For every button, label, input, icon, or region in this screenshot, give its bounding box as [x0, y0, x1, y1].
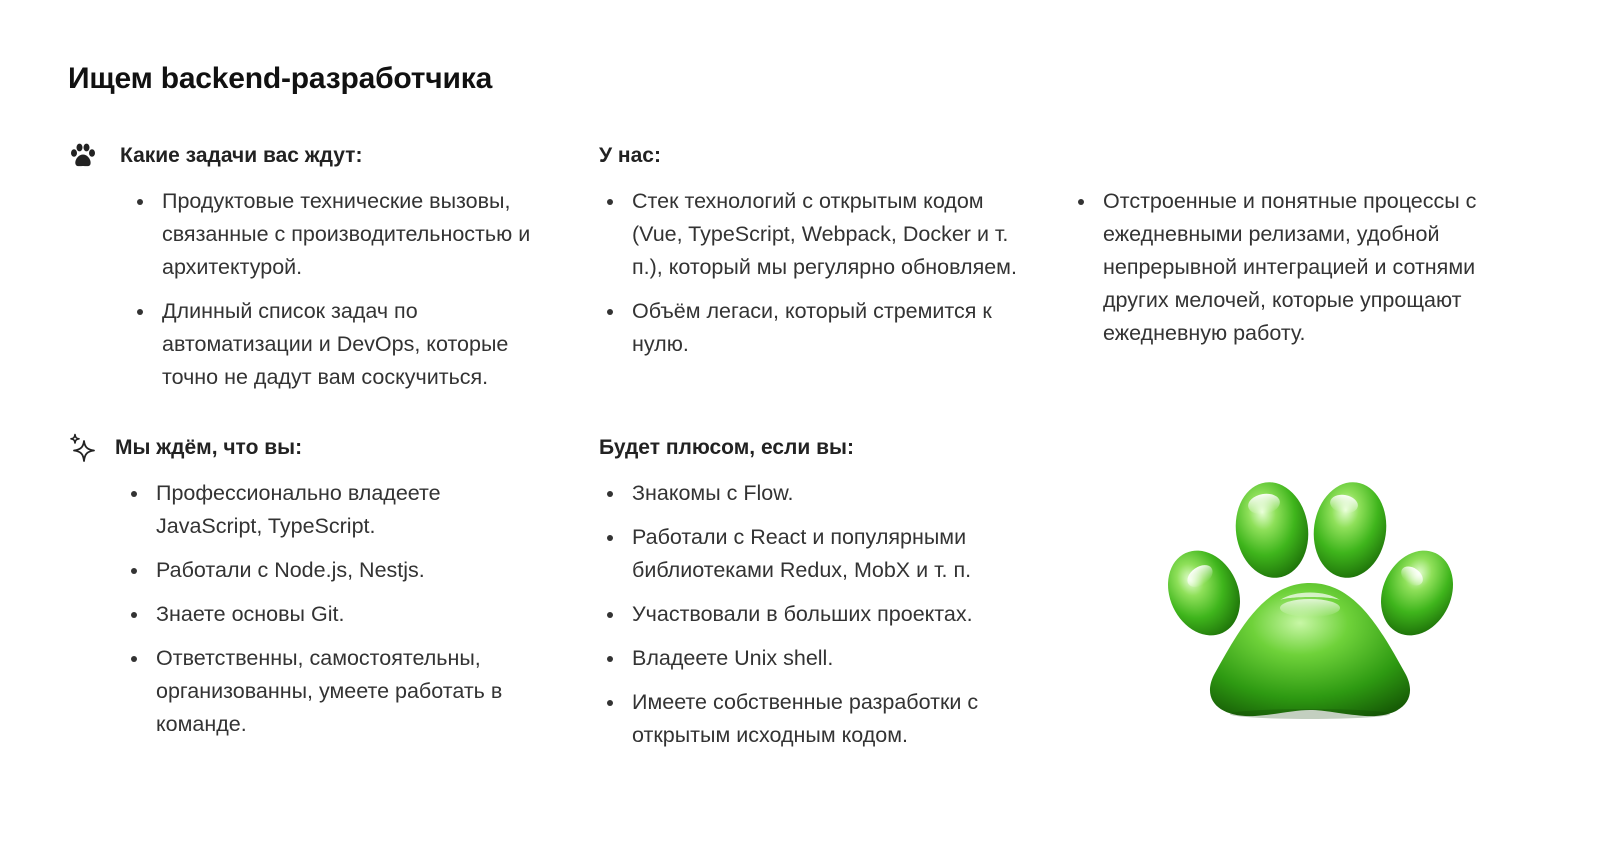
- green-paw-icon: [1160, 478, 1460, 728]
- list-item: Объём легаси, который стремится к нулю.: [607, 295, 1027, 361]
- section-processes: [1078, 185, 1518, 361]
- we-have-list: [607, 185, 1027, 361]
- section-we-have: [599, 141, 1059, 372]
- list-item: Работали с React и популярными библиотеками Redux, MobX и т. п.: [607, 521, 1027, 587]
- section-heading: У нас:: [599, 144, 661, 167]
- tasks-list: [137, 185, 557, 394]
- section-heading: Мы ждём, что вы:: [115, 436, 303, 459]
- list-item: Имеете собственные разработки с открытым исходным кодом.: [607, 686, 1027, 752]
- paw-icon: [68, 141, 98, 171]
- list-item: Работали с Node.js, Nestjs.: [131, 554, 531, 587]
- section-bonus: [599, 433, 1059, 763]
- section-tasks-header: [70, 141, 570, 171]
- list-item: Знаете основы Git.: [131, 598, 531, 631]
- list-item: Знакомы с Flow.: [607, 477, 1027, 510]
- list-item: Продуктовые технические вызовы, связанные с производительностью и архитектурой.: [137, 185, 557, 284]
- list-item: Длинный список задач по автоматизации и DevOps, которые точно не дадут вам соскучиться.: [137, 295, 557, 394]
- list-item: Владеете Unix shell.: [607, 642, 1027, 675]
- bonus-list: [607, 477, 1027, 752]
- list-item: Ответственны, самостоятельны, организованны, умеете работать в команде.: [131, 642, 531, 741]
- section-heading: Будет плюсом, если вы:: [599, 436, 854, 459]
- section-expect-header: [70, 433, 570, 463]
- section-expect: [70, 433, 570, 752]
- section-tasks: [70, 141, 570, 405]
- processes-list: [1078, 185, 1498, 350]
- green-paw-illustration: [1160, 478, 1460, 728]
- list-item: Отстроенные и понятные процессы с ежедневными релизами, удобной непрерывной интеграцией и сотнями других мелочей, которые упрощают ежедневную работу.: [1078, 185, 1498, 350]
- page-title: Ищем backend-разработчика: [68, 62, 493, 95]
- sparkle-icon: [68, 433, 98, 463]
- expect-list: [131, 477, 531, 741]
- section-heading: Какие задачи вас ждут:: [120, 144, 363, 167]
- list-item: Участвовали в больших проектах.: [607, 598, 1027, 631]
- list-item: Стек технологий с открытым кодом (Vue, TypeScript, Webpack, Docker и т. п.), который мы регулярно обновляем.: [607, 185, 1027, 284]
- section-bonus-header: [599, 433, 1059, 463]
- list-item: Профессионально владеете JavaScript, TypeScript.: [131, 477, 531, 543]
- section-we-have-header: [599, 141, 1059, 171]
